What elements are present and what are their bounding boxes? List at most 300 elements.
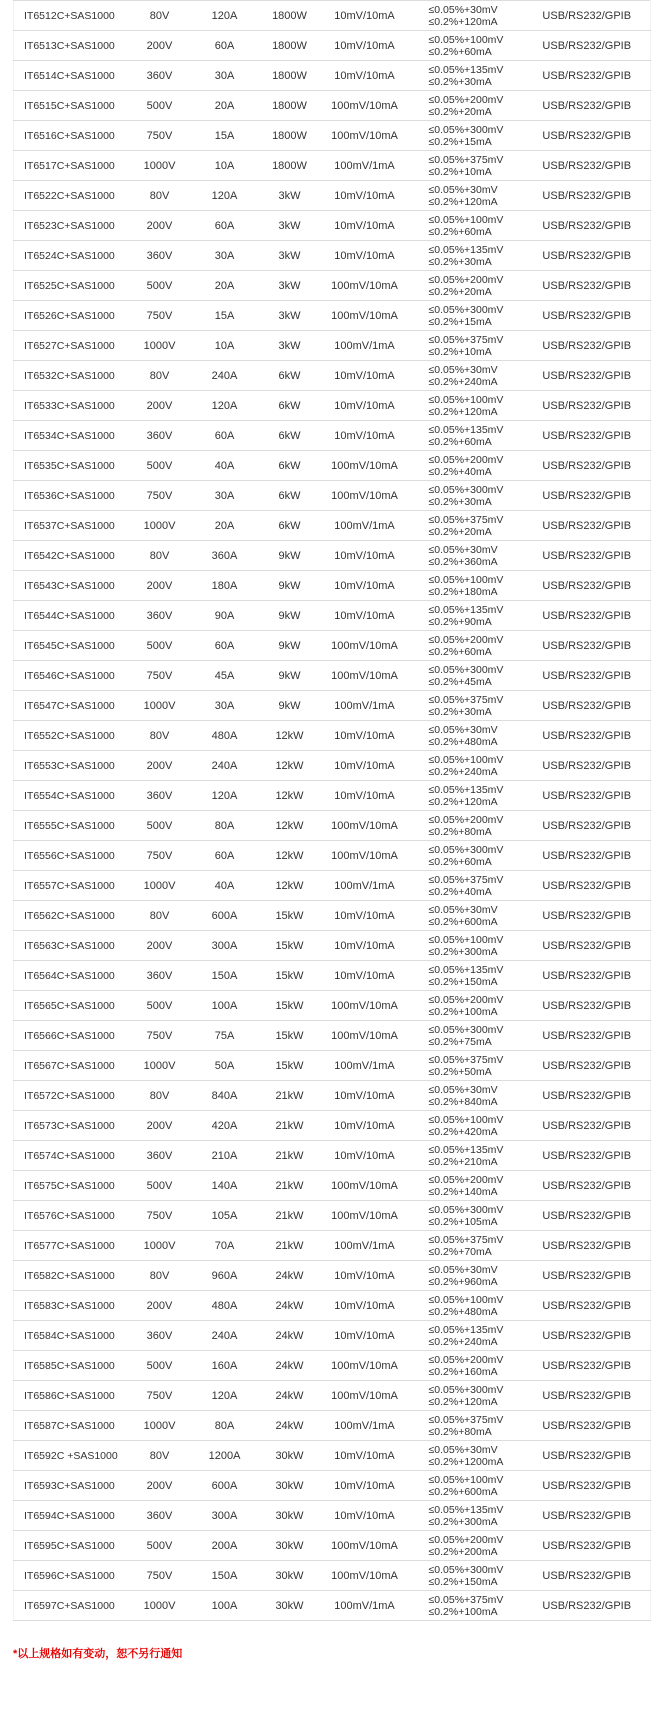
current-cell: 150A (199, 1561, 251, 1591)
accuracy-voltage-line: ≤0.05%+30mV (428, 1263, 498, 1276)
accuracy-cell (401, 511, 524, 541)
current-cell: 10A (199, 331, 251, 361)
voltage-cell: 1000V (121, 691, 199, 721)
table-row (14, 781, 651, 811)
accuracy-cell (401, 31, 524, 61)
interface-cell: USB/RS232/GPIB (524, 151, 651, 181)
voltage-cell: 80V (121, 1441, 199, 1471)
accuracy-current-line: ≤0.2%+60mA (428, 225, 492, 238)
table-row (14, 1261, 651, 1291)
table-row (14, 61, 651, 91)
resolution-cell: 10mV/10mA (329, 1, 401, 31)
accuracy-voltage-line: ≤0.05%+30mV (428, 183, 498, 196)
accuracy-voltage-line: ≤0.05%+375mV (428, 153, 504, 166)
resolution-cell: 100mV/10mA (329, 1381, 401, 1411)
accuracy-cell (401, 61, 524, 91)
interface-cell: USB/RS232/GPIB (524, 1411, 651, 1441)
voltage-cell: 750V (121, 121, 199, 151)
resolution-cell: 100mV/10mA (329, 1561, 401, 1591)
voltage-cell: 360V (121, 421, 199, 451)
voltage-cell: 360V (121, 961, 199, 991)
power-cell: 21kW (251, 1081, 329, 1111)
interface-cell: USB/RS232/GPIB (524, 1201, 651, 1231)
accuracy-current-line: ≤0.2%+600mA (428, 1485, 498, 1498)
current-cell: 80A (199, 1411, 251, 1441)
current-cell: 20A (199, 271, 251, 301)
accuracy-voltage-line: ≤0.05%+100mV (428, 393, 504, 406)
table-row (14, 541, 651, 571)
accuracy-cell (401, 1561, 524, 1591)
interface-cell: USB/RS232/GPIB (524, 961, 651, 991)
voltage-cell: 360V (121, 601, 199, 631)
resolution-cell: 100mV/10mA (329, 1171, 401, 1201)
accuracy-current-line: ≤0.2%+210mA (428, 1155, 498, 1168)
interface-cell: USB/RS232/GPIB (524, 1591, 651, 1621)
voltage-cell: 1000V (121, 151, 199, 181)
current-cell: 300A (199, 931, 251, 961)
model-cell: IT6523C+SAS1000 (14, 211, 121, 241)
accuracy-current-line: ≤0.2%+60mA (428, 435, 492, 448)
accuracy-voltage-line: ≤0.05%+300mV (428, 303, 504, 316)
table-row (14, 1321, 651, 1351)
interface-cell: USB/RS232/GPIB (524, 31, 651, 61)
model-cell: IT6575C+SAS1000 (14, 1171, 121, 1201)
interface-cell: USB/RS232/GPIB (524, 1561, 651, 1591)
current-cell: 240A (199, 751, 251, 781)
current-cell: 160A (199, 1351, 251, 1381)
power-cell: 24kW (251, 1411, 329, 1441)
power-cell: 6kW (251, 391, 329, 421)
accuracy-voltage-line: ≤0.05%+135mV (428, 963, 504, 976)
accuracy-voltage-line: ≤0.05%+30mV (428, 723, 498, 736)
interface-cell: USB/RS232/GPIB (524, 1321, 651, 1351)
accuracy-current-line: ≤0.2%+150mA (428, 1575, 498, 1588)
accuracy-cell (401, 961, 524, 991)
table-row (14, 1411, 651, 1441)
model-cell: IT6536C+SAS1000 (14, 481, 121, 511)
accuracy-current-line: ≤0.2%+60mA (428, 45, 492, 58)
model-cell: IT6514C+SAS1000 (14, 61, 121, 91)
model-cell: IT6552C+SAS1000 (14, 721, 121, 751)
model-cell: IT6595C+SAS1000 (14, 1531, 121, 1561)
power-cell: 15kW (251, 961, 329, 991)
interface-cell: USB/RS232/GPIB (524, 901, 651, 931)
accuracy-cell (401, 181, 524, 211)
current-cell: 30A (199, 241, 251, 271)
accuracy-current-line: ≤0.2%+20mA (428, 285, 492, 298)
voltage-cell: 200V (121, 931, 199, 961)
resolution-cell: 100mV/10mA (329, 121, 401, 151)
accuracy-current-line: ≤0.2%+90mA (428, 615, 492, 628)
power-cell: 9kW (251, 601, 329, 631)
accuracy-current-line: ≤0.2%+70mA (428, 1245, 492, 1258)
accuracy-cell (401, 151, 524, 181)
current-cell: 50A (199, 1051, 251, 1081)
interface-cell: USB/RS232/GPIB (524, 121, 651, 151)
current-cell: 40A (199, 871, 251, 901)
accuracy-voltage-line: ≤0.05%+300mV (428, 1203, 504, 1216)
power-cell: 12kW (251, 841, 329, 871)
model-cell: IT6585C+SAS1000 (14, 1351, 121, 1381)
current-cell: 45A (199, 661, 251, 691)
accuracy-cell (401, 781, 524, 811)
interface-cell: USB/RS232/GPIB (524, 1381, 651, 1411)
model-cell: IT6596C+SAS1000 (14, 1561, 121, 1591)
accuracy-current-line: ≤0.2%+60mA (428, 855, 492, 868)
resolution-cell: 100mV/10mA (329, 1021, 401, 1051)
model-cell: IT6564C+SAS1000 (14, 961, 121, 991)
voltage-cell: 200V (121, 391, 199, 421)
accuracy-voltage-line: ≤0.05%+375mV (428, 333, 504, 346)
current-cell: 90A (199, 601, 251, 631)
power-cell: 3kW (251, 271, 329, 301)
current-cell: 200A (199, 1531, 251, 1561)
table-row (14, 1, 651, 31)
power-cell: 9kW (251, 661, 329, 691)
table-row (14, 1591, 651, 1621)
interface-cell: USB/RS232/GPIB (524, 871, 651, 901)
table-row (14, 1471, 651, 1501)
power-cell: 6kW (251, 451, 329, 481)
voltage-cell: 1000V (121, 1411, 199, 1441)
table-row (14, 1501, 651, 1531)
accuracy-cell (401, 1531, 524, 1561)
resolution-cell: 10mV/10mA (329, 601, 401, 631)
resolution-cell: 10mV/10mA (329, 421, 401, 451)
accuracy-cell (401, 1441, 524, 1471)
accuracy-current-line: ≤0.2%+15mA (428, 315, 492, 328)
accuracy-current-line: ≤0.2%+240mA (428, 1335, 498, 1348)
model-cell: IT6526C+SAS1000 (14, 301, 121, 331)
model-cell: IT6572C+SAS1000 (14, 1081, 121, 1111)
current-cell: 30A (199, 691, 251, 721)
resolution-cell: 10mV/10mA (329, 241, 401, 271)
table-row (14, 1231, 651, 1261)
power-cell: 9kW (251, 631, 329, 661)
table-row (14, 1171, 651, 1201)
model-cell: IT6577C+SAS1000 (14, 1231, 121, 1261)
voltage-cell: 200V (121, 1291, 199, 1321)
power-cell: 9kW (251, 571, 329, 601)
accuracy-current-line: ≤0.2%+150mA (428, 975, 498, 988)
resolution-cell: 10mV/10mA (329, 721, 401, 751)
resolution-cell: 100mV/1mA (329, 331, 401, 361)
voltage-cell: 80V (121, 1261, 199, 1291)
current-cell: 120A (199, 1, 251, 31)
accuracy-voltage-line: ≤0.05%+100mV (428, 213, 504, 226)
resolution-cell: 100mV/10mA (329, 1201, 401, 1231)
model-cell: IT6527C+SAS1000 (14, 331, 121, 361)
accuracy-current-line: ≤0.2%+100mA (428, 1605, 498, 1618)
interface-cell: USB/RS232/GPIB (524, 1471, 651, 1501)
accuracy-cell (401, 301, 524, 331)
voltage-cell: 500V (121, 991, 199, 1021)
accuracy-voltage-line: ≤0.05%+300mV (428, 483, 504, 496)
accuracy-current-line: ≤0.2%+120mA (428, 195, 498, 208)
current-cell: 420A (199, 1111, 251, 1141)
model-cell: IT6545C+SAS1000 (14, 631, 121, 661)
accuracy-cell (401, 1291, 524, 1321)
voltage-cell: 80V (121, 721, 199, 751)
accuracy-current-line: ≤0.2%+120mA (428, 795, 498, 808)
power-cell: 24kW (251, 1291, 329, 1321)
accuracy-voltage-line: ≤0.05%+30mV (428, 3, 498, 16)
accuracy-voltage-line: ≤0.05%+100mV (428, 1473, 504, 1486)
accuracy-cell (401, 901, 524, 931)
power-cell: 9kW (251, 691, 329, 721)
model-cell: IT6533C+SAS1000 (14, 391, 121, 421)
resolution-cell: 10mV/10mA (329, 781, 401, 811)
accuracy-cell (401, 631, 524, 661)
accuracy-voltage-line: ≤0.05%+30mV (428, 1443, 498, 1456)
accuracy-voltage-line: ≤0.05%+100mV (428, 753, 504, 766)
current-cell: 1200A (199, 1441, 251, 1471)
current-cell: 10A (199, 151, 251, 181)
table-row (14, 661, 651, 691)
table-row (14, 481, 651, 511)
accuracy-cell (401, 841, 524, 871)
accuracy-cell (401, 211, 524, 241)
voltage-cell: 750V (121, 661, 199, 691)
interface-cell: USB/RS232/GPIB (524, 451, 651, 481)
table-row (14, 991, 651, 1021)
table-row (14, 601, 651, 631)
accuracy-voltage-line: ≤0.05%+200mV (428, 813, 504, 826)
table-row (14, 91, 651, 121)
resolution-cell: 100mV/10mA (329, 811, 401, 841)
voltage-cell: 500V (121, 91, 199, 121)
accuracy-cell (401, 751, 524, 781)
current-cell: 60A (199, 31, 251, 61)
voltage-cell: 200V (121, 211, 199, 241)
table-row (14, 241, 651, 271)
resolution-cell: 10mV/10mA (329, 1141, 401, 1171)
current-cell: 480A (199, 721, 251, 751)
current-cell: 600A (199, 1471, 251, 1501)
power-cell: 15kW (251, 1051, 329, 1081)
accuracy-voltage-line: ≤0.05%+100mV (428, 1293, 504, 1306)
accuracy-cell (401, 1501, 524, 1531)
table-row (14, 751, 651, 781)
accuracy-cell (401, 691, 524, 721)
resolution-cell: 10mV/10mA (329, 1261, 401, 1291)
model-cell: IT6557C+SAS1000 (14, 871, 121, 901)
accuracy-cell (401, 1351, 524, 1381)
accuracy-current-line: ≤0.2%+50mA (428, 1065, 492, 1078)
resolution-cell: 100mV/1mA (329, 151, 401, 181)
power-cell: 3kW (251, 211, 329, 241)
power-cell: 30kW (251, 1591, 329, 1621)
resolution-cell: 10mV/10mA (329, 751, 401, 781)
model-cell: IT6573C+SAS1000 (14, 1111, 121, 1141)
accuracy-current-line: ≤0.2%+45mA (428, 675, 492, 688)
interface-cell: USB/RS232/GPIB (524, 1351, 651, 1381)
accuracy-cell (401, 991, 524, 1021)
resolution-cell: 100mV/10mA (329, 991, 401, 1021)
resolution-cell: 10mV/10mA (329, 1111, 401, 1141)
voltage-cell: 1000V (121, 1591, 199, 1621)
model-cell: IT6574C+SAS1000 (14, 1141, 121, 1171)
voltage-cell: 500V (121, 811, 199, 841)
current-cell: 140A (199, 1171, 251, 1201)
current-cell: 360A (199, 541, 251, 571)
model-cell: IT6565C+SAS1000 (14, 991, 121, 1021)
current-cell: 180A (199, 571, 251, 601)
accuracy-current-line: ≤0.2%+105mA (428, 1215, 498, 1228)
current-cell: 100A (199, 991, 251, 1021)
table-row (14, 211, 651, 241)
resolution-cell: 10mV/10mA (329, 1471, 401, 1501)
voltage-cell: 80V (121, 1, 199, 31)
current-cell: 600A (199, 901, 251, 931)
current-cell: 480A (199, 1291, 251, 1321)
resolution-cell: 100mV/10mA (329, 481, 401, 511)
table-row (14, 1201, 651, 1231)
interface-cell: USB/RS232/GPIB (524, 1141, 651, 1171)
accuracy-cell (401, 91, 524, 121)
accuracy-current-line: ≤0.2%+60mA (428, 645, 492, 658)
accuracy-voltage-line: ≤0.05%+375mV (428, 1593, 504, 1606)
current-cell: 960A (199, 1261, 251, 1291)
table-row (14, 271, 651, 301)
current-cell: 75A (199, 1021, 251, 1051)
interface-cell: USB/RS232/GPIB (524, 1, 651, 31)
model-cell: IT6517C+SAS1000 (14, 151, 121, 181)
voltage-cell: 200V (121, 31, 199, 61)
resolution-cell: 100mV/1mA (329, 1231, 401, 1261)
voltage-cell: 500V (121, 1531, 199, 1561)
voltage-cell: 80V (121, 1081, 199, 1111)
accuracy-voltage-line: ≤0.05%+100mV (428, 573, 504, 586)
accuracy-voltage-line: ≤0.05%+30mV (428, 1083, 498, 1096)
accuracy-current-line: ≤0.2%+20mA (428, 525, 492, 538)
resolution-cell: 100mV/1mA (329, 1591, 401, 1621)
model-cell: IT6546C+SAS1000 (14, 661, 121, 691)
interface-cell: USB/RS232/GPIB (524, 571, 651, 601)
accuracy-current-line: ≤0.2%+200mA (428, 1545, 498, 1558)
resolution-cell: 10mV/10mA (329, 1291, 401, 1321)
power-cell: 6kW (251, 361, 329, 391)
table-row (14, 391, 651, 421)
accuracy-voltage-line: ≤0.05%+300mV (428, 1023, 504, 1036)
current-cell: 210A (199, 1141, 251, 1171)
accuracy-voltage-line: ≤0.05%+300mV (428, 1383, 504, 1396)
accuracy-cell (401, 811, 524, 841)
model-cell: IT6534C+SAS1000 (14, 421, 121, 451)
model-cell: IT6566C+SAS1000 (14, 1021, 121, 1051)
accuracy-voltage-line: ≤0.05%+375mV (428, 693, 504, 706)
interface-cell: USB/RS232/GPIB (524, 991, 651, 1021)
accuracy-voltage-line: ≤0.05%+200mV (428, 1173, 504, 1186)
current-cell: 120A (199, 181, 251, 211)
voltage-cell: 1000V (121, 871, 199, 901)
accuracy-voltage-line: ≤0.05%+135mV (428, 1503, 504, 1516)
interface-cell: USB/RS232/GPIB (524, 181, 651, 211)
accuracy-cell (401, 1081, 524, 1111)
current-cell: 40A (199, 451, 251, 481)
model-cell: IT6563C+SAS1000 (14, 931, 121, 961)
current-cell: 60A (199, 211, 251, 241)
interface-cell: USB/RS232/GPIB (524, 61, 651, 91)
interface-cell: USB/RS232/GPIB (524, 931, 651, 961)
power-cell: 15kW (251, 1021, 329, 1051)
voltage-cell: 500V (121, 271, 199, 301)
resolution-cell: 100mV/10mA (329, 91, 401, 121)
table-row (14, 511, 651, 541)
interface-cell: USB/RS232/GPIB (524, 391, 651, 421)
model-cell: IT6583C+SAS1000 (14, 1291, 121, 1321)
model-cell: IT6532C+SAS1000 (14, 361, 121, 391)
table-row (14, 1021, 651, 1051)
voltage-cell: 360V (121, 1141, 199, 1171)
current-cell: 240A (199, 1321, 251, 1351)
current-cell: 20A (199, 511, 251, 541)
power-cell: 15kW (251, 991, 329, 1021)
accuracy-cell (401, 1141, 524, 1171)
model-cell: IT6554C+SAS1000 (14, 781, 121, 811)
table-row (14, 901, 651, 931)
accuracy-current-line: ≤0.2%+120mA (428, 405, 498, 418)
voltage-cell: 80V (121, 901, 199, 931)
accuracy-voltage-line: ≤0.05%+200mV (428, 273, 504, 286)
table-row (14, 421, 651, 451)
resolution-cell: 10mV/10mA (329, 571, 401, 601)
power-cell: 30kW (251, 1501, 329, 1531)
resolution-cell: 100mV/10mA (329, 631, 401, 661)
table-row (14, 1111, 651, 1141)
accuracy-current-line: ≤0.2%+600mA (428, 915, 498, 928)
model-cell: IT6587C+SAS1000 (14, 1411, 121, 1441)
interface-cell: USB/RS232/GPIB (524, 691, 651, 721)
interface-cell: USB/RS232/GPIB (524, 751, 651, 781)
accuracy-voltage-line: ≤0.05%+200mV (428, 93, 504, 106)
spec-table (13, 0, 651, 1621)
model-cell: IT6535C+SAS1000 (14, 451, 121, 481)
accuracy-current-line: ≤0.2%+160mA (428, 1365, 498, 1378)
table-row (14, 1531, 651, 1561)
interface-cell: USB/RS232/GPIB (524, 721, 651, 751)
model-cell: IT6537C+SAS1000 (14, 511, 121, 541)
accuracy-cell (401, 721, 524, 751)
voltage-cell: 750V (121, 1021, 199, 1051)
voltage-cell: 750V (121, 1381, 199, 1411)
voltage-cell: 200V (121, 571, 199, 601)
resolution-cell: 100mV/10mA (329, 271, 401, 301)
model-cell: IT6576C+SAS1000 (14, 1201, 121, 1231)
accuracy-current-line: ≤0.2%+100mA (428, 1005, 498, 1018)
power-cell: 1800W (251, 1, 329, 31)
accuracy-voltage-line: ≤0.05%+200mV (428, 1533, 504, 1546)
table-row (14, 1351, 651, 1381)
current-cell: 60A (199, 421, 251, 451)
resolution-cell: 10mV/10mA (329, 931, 401, 961)
accuracy-current-line: ≤0.2%+30mA (428, 705, 492, 718)
power-cell: 21kW (251, 1231, 329, 1261)
accuracy-voltage-line: ≤0.05%+200mV (428, 633, 504, 646)
accuracy-voltage-line: ≤0.05%+375mV (428, 1053, 504, 1066)
accuracy-cell (401, 931, 524, 961)
current-cell: 80A (199, 811, 251, 841)
accuracy-cell (401, 661, 524, 691)
model-cell: IT6547C+SAS1000 (14, 691, 121, 721)
accuracy-voltage-line: ≤0.05%+200mV (428, 993, 504, 1006)
accuracy-current-line: ≤0.2%+360mA (428, 555, 498, 568)
power-cell: 6kW (251, 421, 329, 451)
table-row (14, 1141, 651, 1171)
accuracy-cell (401, 361, 524, 391)
model-cell: IT6524C+SAS1000 (14, 241, 121, 271)
accuracy-voltage-line: ≤0.05%+375mV (428, 873, 504, 886)
